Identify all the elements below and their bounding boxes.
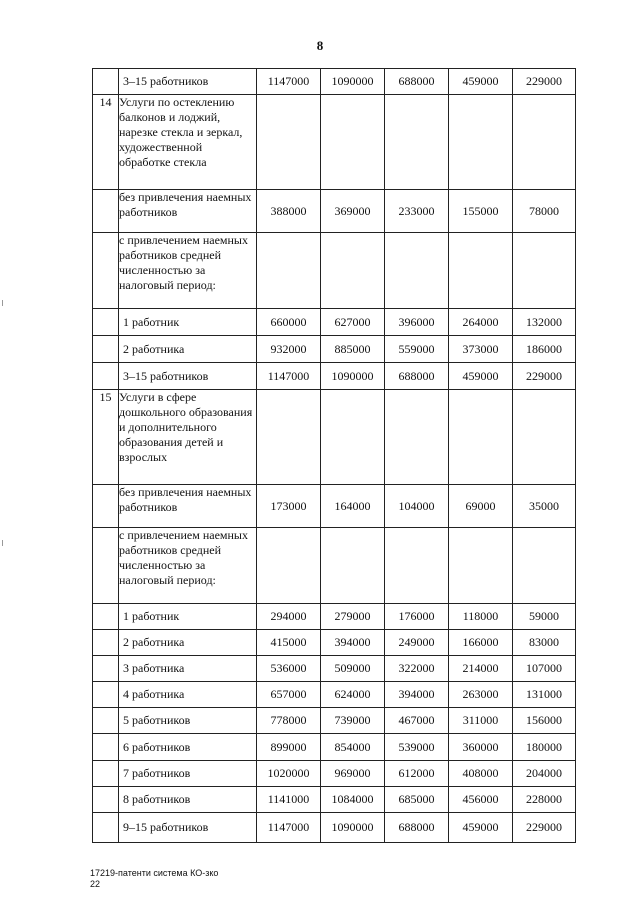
amount-cell: 155000 bbox=[449, 190, 513, 233]
amount-cell: 456000 bbox=[449, 787, 513, 813]
amount-cell: 459000 bbox=[449, 69, 513, 95]
amount-cell bbox=[321, 95, 385, 190]
amount-cell: 173000 bbox=[257, 485, 321, 528]
amount-cell: 166000 bbox=[449, 630, 513, 656]
amount-cell: 899000 bbox=[257, 734, 321, 761]
amount-cell: 35000 bbox=[513, 485, 576, 528]
row-number-cell bbox=[93, 190, 119, 233]
amount-cell: 104000 bbox=[385, 485, 449, 528]
amount-cell: 1090000 bbox=[321, 69, 385, 95]
amount-cell bbox=[513, 95, 576, 190]
amount-cell: 459000 bbox=[449, 813, 513, 843]
margin-mark bbox=[2, 540, 3, 546]
row-number-cell bbox=[93, 309, 119, 336]
row-number-cell bbox=[93, 485, 119, 528]
amount-cell: 369000 bbox=[321, 190, 385, 233]
table-row bbox=[93, 390, 576, 485]
amount-cell: 311000 bbox=[449, 708, 513, 734]
row-number-cell bbox=[93, 233, 119, 309]
amount-cell: 214000 bbox=[449, 656, 513, 682]
amount-cell: 1141000 bbox=[257, 787, 321, 813]
amount-cell: 83000 bbox=[513, 630, 576, 656]
amount-cell: 1147000 bbox=[257, 813, 321, 843]
amount-cell: 229000 bbox=[513, 363, 576, 390]
amount-cell bbox=[321, 390, 385, 485]
amount-cell: 78000 bbox=[513, 190, 576, 233]
amount-cell bbox=[385, 528, 449, 604]
amount-cell: 536000 bbox=[257, 656, 321, 682]
amount-cell: 394000 bbox=[385, 682, 449, 708]
row-number-cell bbox=[93, 528, 119, 604]
service-description-cell: 1 работник bbox=[119, 309, 257, 336]
table-row bbox=[93, 708, 576, 734]
amount-cell bbox=[385, 390, 449, 485]
amount-cell: 1090000 bbox=[321, 363, 385, 390]
amount-cell: 156000 bbox=[513, 708, 576, 734]
amount-cell: 107000 bbox=[513, 656, 576, 682]
table-row bbox=[93, 528, 576, 604]
service-description-cell: с привлечением наемных работников средней численностью за налоговый период: bbox=[119, 528, 257, 604]
amount-cell: 1147000 bbox=[257, 363, 321, 390]
row-number-cell bbox=[93, 656, 119, 682]
amount-cell bbox=[385, 95, 449, 190]
amount-cell: 685000 bbox=[385, 787, 449, 813]
table-row bbox=[93, 656, 576, 682]
amount-cell bbox=[513, 528, 576, 604]
table-row bbox=[93, 761, 576, 787]
amount-cell: 885000 bbox=[321, 336, 385, 363]
amount-cell: 627000 bbox=[321, 309, 385, 336]
amount-cell bbox=[385, 233, 449, 309]
table-row bbox=[93, 787, 576, 813]
amount-cell: 228000 bbox=[513, 787, 576, 813]
amount-cell: 229000 bbox=[513, 69, 576, 95]
page-number: 8 bbox=[316, 38, 324, 53]
amount-cell: 688000 bbox=[385, 813, 449, 843]
amount-cell bbox=[513, 233, 576, 309]
amount-cell: 1020000 bbox=[257, 761, 321, 787]
amount-cell: 132000 bbox=[513, 309, 576, 336]
footer bbox=[90, 868, 218, 890]
amount-cell: 459000 bbox=[449, 363, 513, 390]
table-row bbox=[93, 190, 576, 233]
amount-cell: 559000 bbox=[385, 336, 449, 363]
amount-cell: 131000 bbox=[513, 682, 576, 708]
service-description-cell: 6 работников bbox=[119, 734, 257, 761]
amount-cell: 854000 bbox=[321, 734, 385, 761]
row-number-cell bbox=[93, 336, 119, 363]
amount-cell: 1147000 bbox=[257, 69, 321, 95]
table-row bbox=[93, 813, 576, 843]
row-number-cell bbox=[93, 604, 119, 630]
table-row bbox=[93, 682, 576, 708]
table-row bbox=[93, 309, 576, 336]
service-description-cell: 9–15 работников bbox=[119, 813, 257, 843]
amount-cell: 233000 bbox=[385, 190, 449, 233]
amount-cell: 294000 bbox=[257, 604, 321, 630]
amount-cell: 624000 bbox=[321, 682, 385, 708]
service-description-cell: 2 работника bbox=[119, 630, 257, 656]
amount-cell: 1090000 bbox=[321, 813, 385, 843]
amount-cell: 657000 bbox=[257, 682, 321, 708]
table-row bbox=[93, 69, 576, 95]
amount-cell: 204000 bbox=[513, 761, 576, 787]
service-description-cell: 3–15 работников bbox=[119, 69, 257, 95]
service-description-cell: без привлечения наемных работников bbox=[119, 485, 257, 528]
amount-cell bbox=[321, 233, 385, 309]
table-row bbox=[93, 363, 576, 390]
amount-cell: 263000 bbox=[449, 682, 513, 708]
amount-cell: 388000 bbox=[257, 190, 321, 233]
amount-cell bbox=[257, 95, 321, 190]
amount-cell: 415000 bbox=[257, 630, 321, 656]
amount-cell: 118000 bbox=[449, 604, 513, 630]
amount-cell: 373000 bbox=[449, 336, 513, 363]
row-number-cell: 14 bbox=[93, 95, 119, 190]
row-number-cell bbox=[93, 761, 119, 787]
amount-cell: 969000 bbox=[321, 761, 385, 787]
service-description-cell: 5 работников bbox=[119, 708, 257, 734]
amount-cell: 69000 bbox=[449, 485, 513, 528]
amount-cell bbox=[449, 95, 513, 190]
amount-cell: 688000 bbox=[385, 363, 449, 390]
service-description-cell: 8 работников bbox=[119, 787, 257, 813]
service-description-cell: Услуги в сфере дошкольного образования и дополнительного образования детей и взрослых bbox=[119, 390, 257, 485]
service-description-cell: Услуги по остеклению балконов и лоджий, нарезке стекла и зеркал, художественной обработке стекла bbox=[119, 95, 257, 190]
amount-cell bbox=[321, 528, 385, 604]
amount-cell: 180000 bbox=[513, 734, 576, 761]
amount-cell bbox=[257, 233, 321, 309]
table-row bbox=[93, 233, 576, 309]
row-number-cell bbox=[93, 813, 119, 843]
amount-cell: 932000 bbox=[257, 336, 321, 363]
row-number-cell: 15 bbox=[93, 390, 119, 485]
row-number-cell bbox=[93, 708, 119, 734]
amount-cell: 778000 bbox=[257, 708, 321, 734]
amount-cell: 612000 bbox=[385, 761, 449, 787]
row-number-cell bbox=[93, 69, 119, 95]
service-description-cell: 2 работника bbox=[119, 336, 257, 363]
amount-cell: 322000 bbox=[385, 656, 449, 682]
amount-cell: 164000 bbox=[321, 485, 385, 528]
footer-document-code: 17219-патенти система КО-зко bbox=[90, 868, 219, 878]
amount-cell: 739000 bbox=[321, 708, 385, 734]
amount-cell: 186000 bbox=[513, 336, 576, 363]
table-row bbox=[93, 336, 576, 363]
amount-cell: 408000 bbox=[449, 761, 513, 787]
amount-cell bbox=[257, 528, 321, 604]
amount-cell: 360000 bbox=[449, 734, 513, 761]
amount-cell bbox=[449, 390, 513, 485]
footer-page-code: 22 bbox=[90, 879, 101, 889]
service-description-cell: 3 работника bbox=[119, 656, 257, 682]
row-number-cell bbox=[93, 682, 119, 708]
amount-cell: 688000 bbox=[385, 69, 449, 95]
row-number-cell bbox=[93, 787, 119, 813]
service-description-cell: 1 работник bbox=[119, 604, 257, 630]
amount-cell: 394000 bbox=[321, 630, 385, 656]
amount-cell bbox=[449, 528, 513, 604]
row-number-cell bbox=[93, 630, 119, 656]
table-row bbox=[93, 630, 576, 656]
table-row bbox=[93, 734, 576, 761]
service-description-cell: 3–15 работников bbox=[119, 363, 257, 390]
amount-cell: 249000 bbox=[385, 630, 449, 656]
amount-cell: 509000 bbox=[321, 656, 385, 682]
row-number-cell bbox=[93, 363, 119, 390]
amount-cell: 660000 bbox=[257, 309, 321, 336]
row-number-cell bbox=[93, 734, 119, 761]
amount-cell: 176000 bbox=[385, 604, 449, 630]
amount-cell bbox=[449, 233, 513, 309]
amount-cell: 264000 bbox=[449, 309, 513, 336]
service-description-cell: 4 работника bbox=[119, 682, 257, 708]
amount-cell: 279000 bbox=[321, 604, 385, 630]
service-description-cell: без привлечения наемных работников bbox=[119, 190, 257, 233]
service-description-cell: с привлечением наемных работников средней численностью за налоговый период: bbox=[119, 233, 257, 309]
amount-cell: 396000 bbox=[385, 309, 449, 336]
table-row bbox=[93, 485, 576, 528]
amount-cell: 539000 bbox=[385, 734, 449, 761]
margin-mark bbox=[2, 300, 3, 306]
table-row bbox=[93, 95, 576, 190]
amount-cell: 229000 bbox=[513, 813, 576, 843]
amount-cell bbox=[513, 390, 576, 485]
amount-cell: 59000 bbox=[513, 604, 576, 630]
amount-cell: 467000 bbox=[385, 708, 449, 734]
amount-cell bbox=[257, 390, 321, 485]
service-description-cell: 7 работников bbox=[119, 761, 257, 787]
table-row bbox=[93, 604, 576, 630]
amount-cell: 1084000 bbox=[321, 787, 385, 813]
tariff-table bbox=[92, 68, 576, 843]
